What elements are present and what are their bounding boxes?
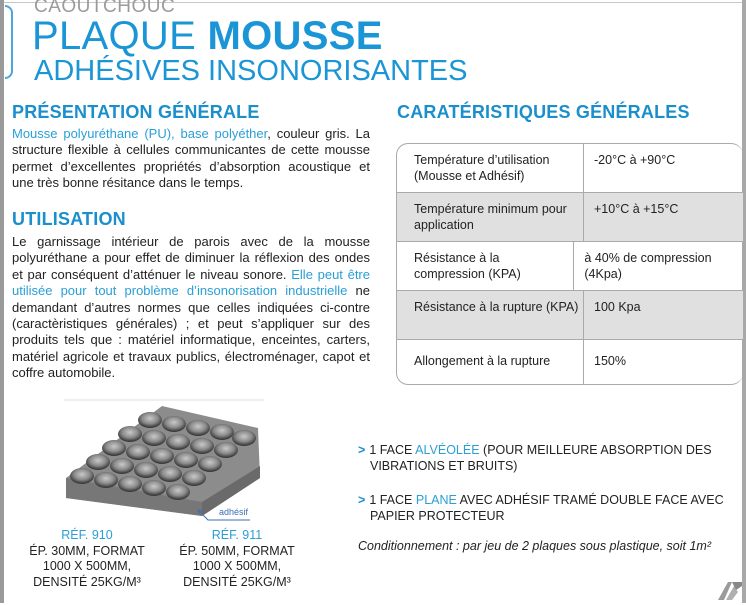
left-border	[0, 0, 4, 603]
utilisation-highlight: Elle peut être utilisée pour tout problème d’insonorisation industrielle	[12, 266, 370, 299]
row-label: Résistance à la rupture (KPA)	[397, 291, 584, 339]
ref-number: RÉF. 910	[61, 528, 113, 542]
foam-sheet-image	[62, 398, 282, 524]
feature-text: 1 FACE	[369, 443, 416, 457]
utilisation-body-1: Le garnissage intérieur de parois avec de la mousse polyuréthane a pour effet de diminuer la réflexion des ondes et par conséquent d’atténuer le niveau sonore.	[12, 234, 370, 282]
ref-number: RÉF. 911	[211, 528, 263, 542]
feature-text: VIBRATIONS ET BRUITS)	[370, 459, 518, 473]
row-label: Température d’utilisation (Mousse et Adhésif)	[397, 144, 584, 192]
utilisation-heading: UTILISATION	[12, 209, 126, 229]
presentation-heading: PRÉSENTATION GÉNÉRALE	[12, 102, 260, 122]
feature-highlight: PLANE	[415, 493, 457, 507]
table-row	[397, 144, 743, 192]
feature-text: AVEC ADHÉSIF TRAMÉ DOUBLE FACE AVEC	[456, 493, 724, 507]
adhesive-callout: adhésif	[219, 507, 249, 517]
ref-910	[22, 528, 152, 590]
page-subtitle: ADHÉSIVES INSONORISANTES	[34, 55, 468, 87]
utilisation-text	[12, 234, 370, 382]
table-row	[397, 192, 743, 241]
page-title	[32, 14, 383, 58]
ref-911	[172, 528, 302, 590]
ref-line: 1000 X 500MM,	[192, 559, 282, 573]
presentation-highlight: Mousse polyuréthane (PU), base polyéther	[12, 126, 268, 141]
row-value: -20°C à +90°C	[594, 153, 676, 167]
row-value: +10°C à +15°C	[594, 202, 679, 216]
feature-item	[358, 442, 742, 474]
presentation-text	[12, 126, 370, 192]
characteristics-heading: CARATÉRISTIQUES GÉNÉRALES	[397, 102, 690, 122]
header-bracket	[5, 5, 13, 79]
characteristics-table	[396, 143, 743, 385]
ref-line: 1000 X 500MM,	[42, 559, 132, 573]
ref-line: DENSITÉ 25KG/M³	[33, 574, 141, 589]
utilisation-body-2: ne demandant d’autres normes que celles indiquées ci-contre (caractèristiques générales) ; et peut s’appliquer sur des produits tels que : matériel informatique, enceintes, carters, matériel agricole et travaux publics, électroménager, capot et coffre automobile.	[12, 283, 370, 381]
table-row	[397, 241, 743, 290]
feature-text: 1 FACE	[369, 493, 416, 507]
feature-highlight: ALVÉOLÉE	[415, 443, 480, 457]
row-value: 150%	[594, 354, 626, 368]
company-logo-icon	[718, 580, 742, 600]
feature-text: PAPIER PROTECTEUR	[370, 509, 505, 523]
row-label: Résistance à la compression (KPA)	[397, 242, 574, 290]
row-value: à 40% de compression (4Kpa)	[584, 251, 712, 281]
row-label: Allongement à la rupture	[397, 340, 584, 384]
chevron-right-icon: >	[358, 493, 366, 507]
row-label: Température minimum pour application	[397, 193, 584, 241]
table-row	[397, 290, 743, 339]
conditionnement-note: Conditionnement : par jeu de 2 plaques sous plastique, soit 1m²	[358, 539, 711, 553]
presentation-body: , couleur gris. La structure flexible à cellules communicantes de cette mousse permet d’excellentes propriétés d’absorption acoustique et une très bonne résitance dans le temps.	[12, 126, 370, 191]
ref-line: DENSITÉ 25KG/M³	[183, 574, 291, 589]
ref-line: ÉP. 50MM, FORMAT	[179, 543, 295, 558]
chevron-right-icon: >	[358, 443, 366, 457]
brand-label: CAOUTCHOUC	[34, 0, 176, 17]
feature-text: (POUR MEILLEURE ABSORPTION DES	[479, 443, 712, 457]
ref-line: ÉP. 30MM, FORMAT	[29, 543, 145, 558]
row-value: 100 Kpa	[594, 300, 641, 314]
title-regular: PLAQUE	[32, 14, 197, 58]
title-bold: MOUSSE	[207, 14, 383, 58]
table-row	[397, 339, 743, 384]
feature-item	[358, 492, 742, 524]
